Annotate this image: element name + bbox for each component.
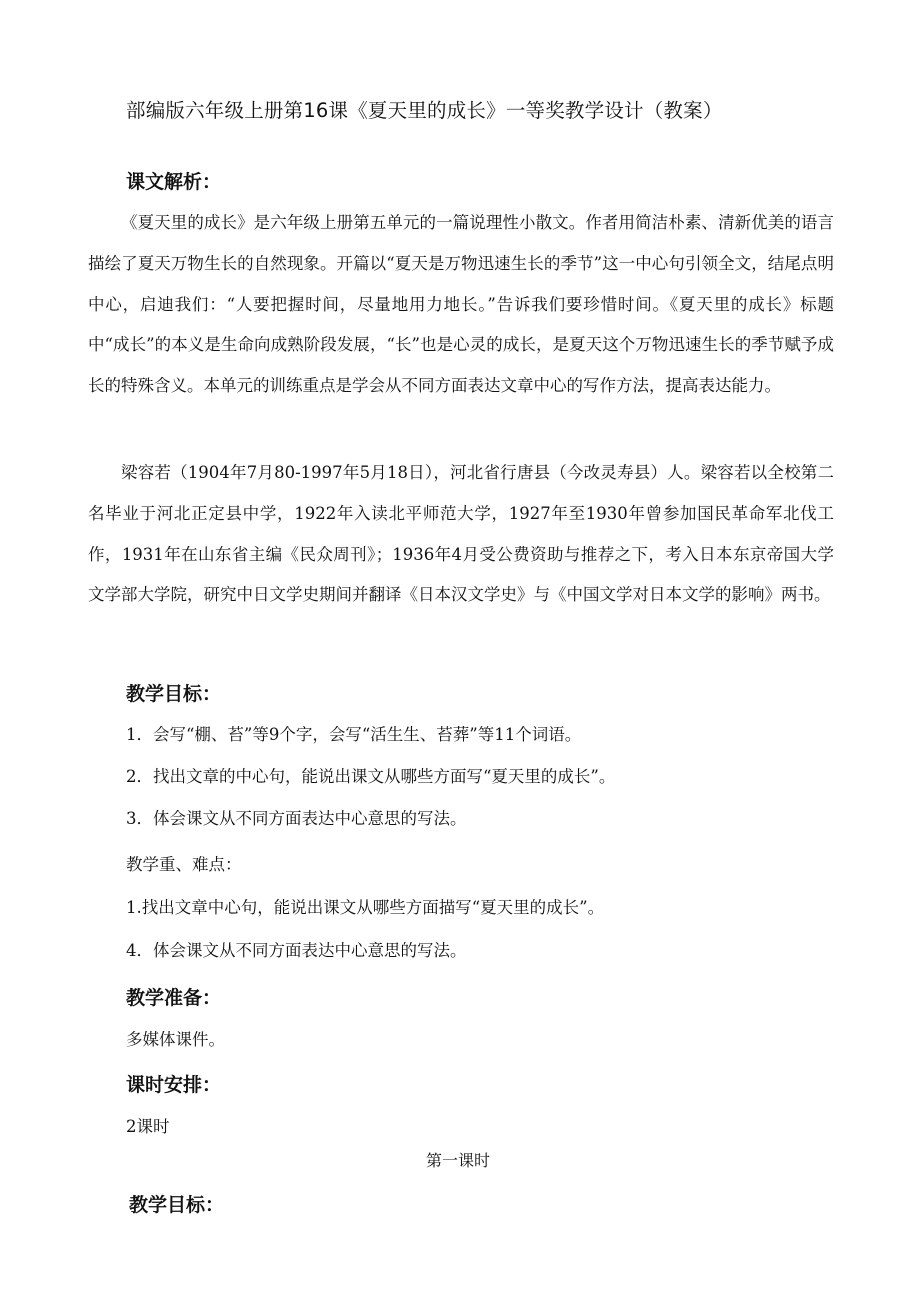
key-point-item-2: 4．体会课文从不同方面表达中心意思的写法。 [126, 941, 467, 960]
section-heading-key-points: 教学重、难点： [126, 855, 242, 874]
document-title: 部编版六年级上册第16课《夏天里的成长》一等奖教学设计（教案） [126, 99, 723, 122]
lesson-one-heading: 第一课时 [426, 1151, 491, 1170]
author-paragraph: 梁容若（1904年7月80-1997年5月18日），河北省行唐县（今改灵寿县）人。梁容若以全校第二名毕业于河北正定县中学，1922年入读北平师范大学，1927年至1930年曾参加国民革命军北伐工作，1931年在山东省主编《民众周刊》；1936年4月受公费资助与推荐之下，考入日本东京帝国大学文学部大学院，研究中日文学史期间并翻译《日本汉文学史》与《中国文学对日本文学的影响》两书。 [88, 463, 834, 605]
goal-item-2: 2．找出文章的中心句，能说出课文从哪些方面写“夏天里的成长”。 [126, 767, 616, 786]
goal-item-1: 1．会写“棚、苔”等9个字，会写“活生生、苔葬”等11个词语。 [126, 725, 582, 744]
section-heading-analysis: 课文解析： [126, 171, 222, 193]
goal-item-3: 3．体会课文从不同方面表达中心意思的写法。 [126, 809, 467, 828]
key-point-item-1: 1.找出文章中心句，能说出课文从哪些方面描写“夏天里的成长”。 [126, 898, 605, 917]
schedule-text: 2课时 [126, 1117, 170, 1136]
preparation-text: 多媒体课件。 [126, 1030, 225, 1049]
section-heading-preparation: 教学准备： [126, 987, 222, 1009]
section-heading-goals: 教学目标： [126, 683, 222, 705]
analysis-paragraph: 《夏天里的成长》是六年级上册第五单元的一篇说理性小散文。作者用简洁朴素、清新优美的语言描绘了夏天万物生长的自然现象。开篇以“夏天是万物迅速生长的季节”这一中心句引领全文，结尾点明中心，启迪我们：“人要把握时间，尽量地用力地长。”告诉我们要珍惜时间。《夏天里的成长》标题中“成长”的本义是生命向成熟阶段发展，“长”也是心灵的成长，是夏天这个万物迅速生长的季节赋予成长的特殊含义。本单元的训练重点是学会从不同方面表达文章中心的写作方法，提高表达能力。 [88, 213, 834, 396]
lesson-one-goals-heading: 教学目标： [129, 1194, 225, 1216]
section-heading-schedule: 课时安排： [126, 1074, 222, 1096]
